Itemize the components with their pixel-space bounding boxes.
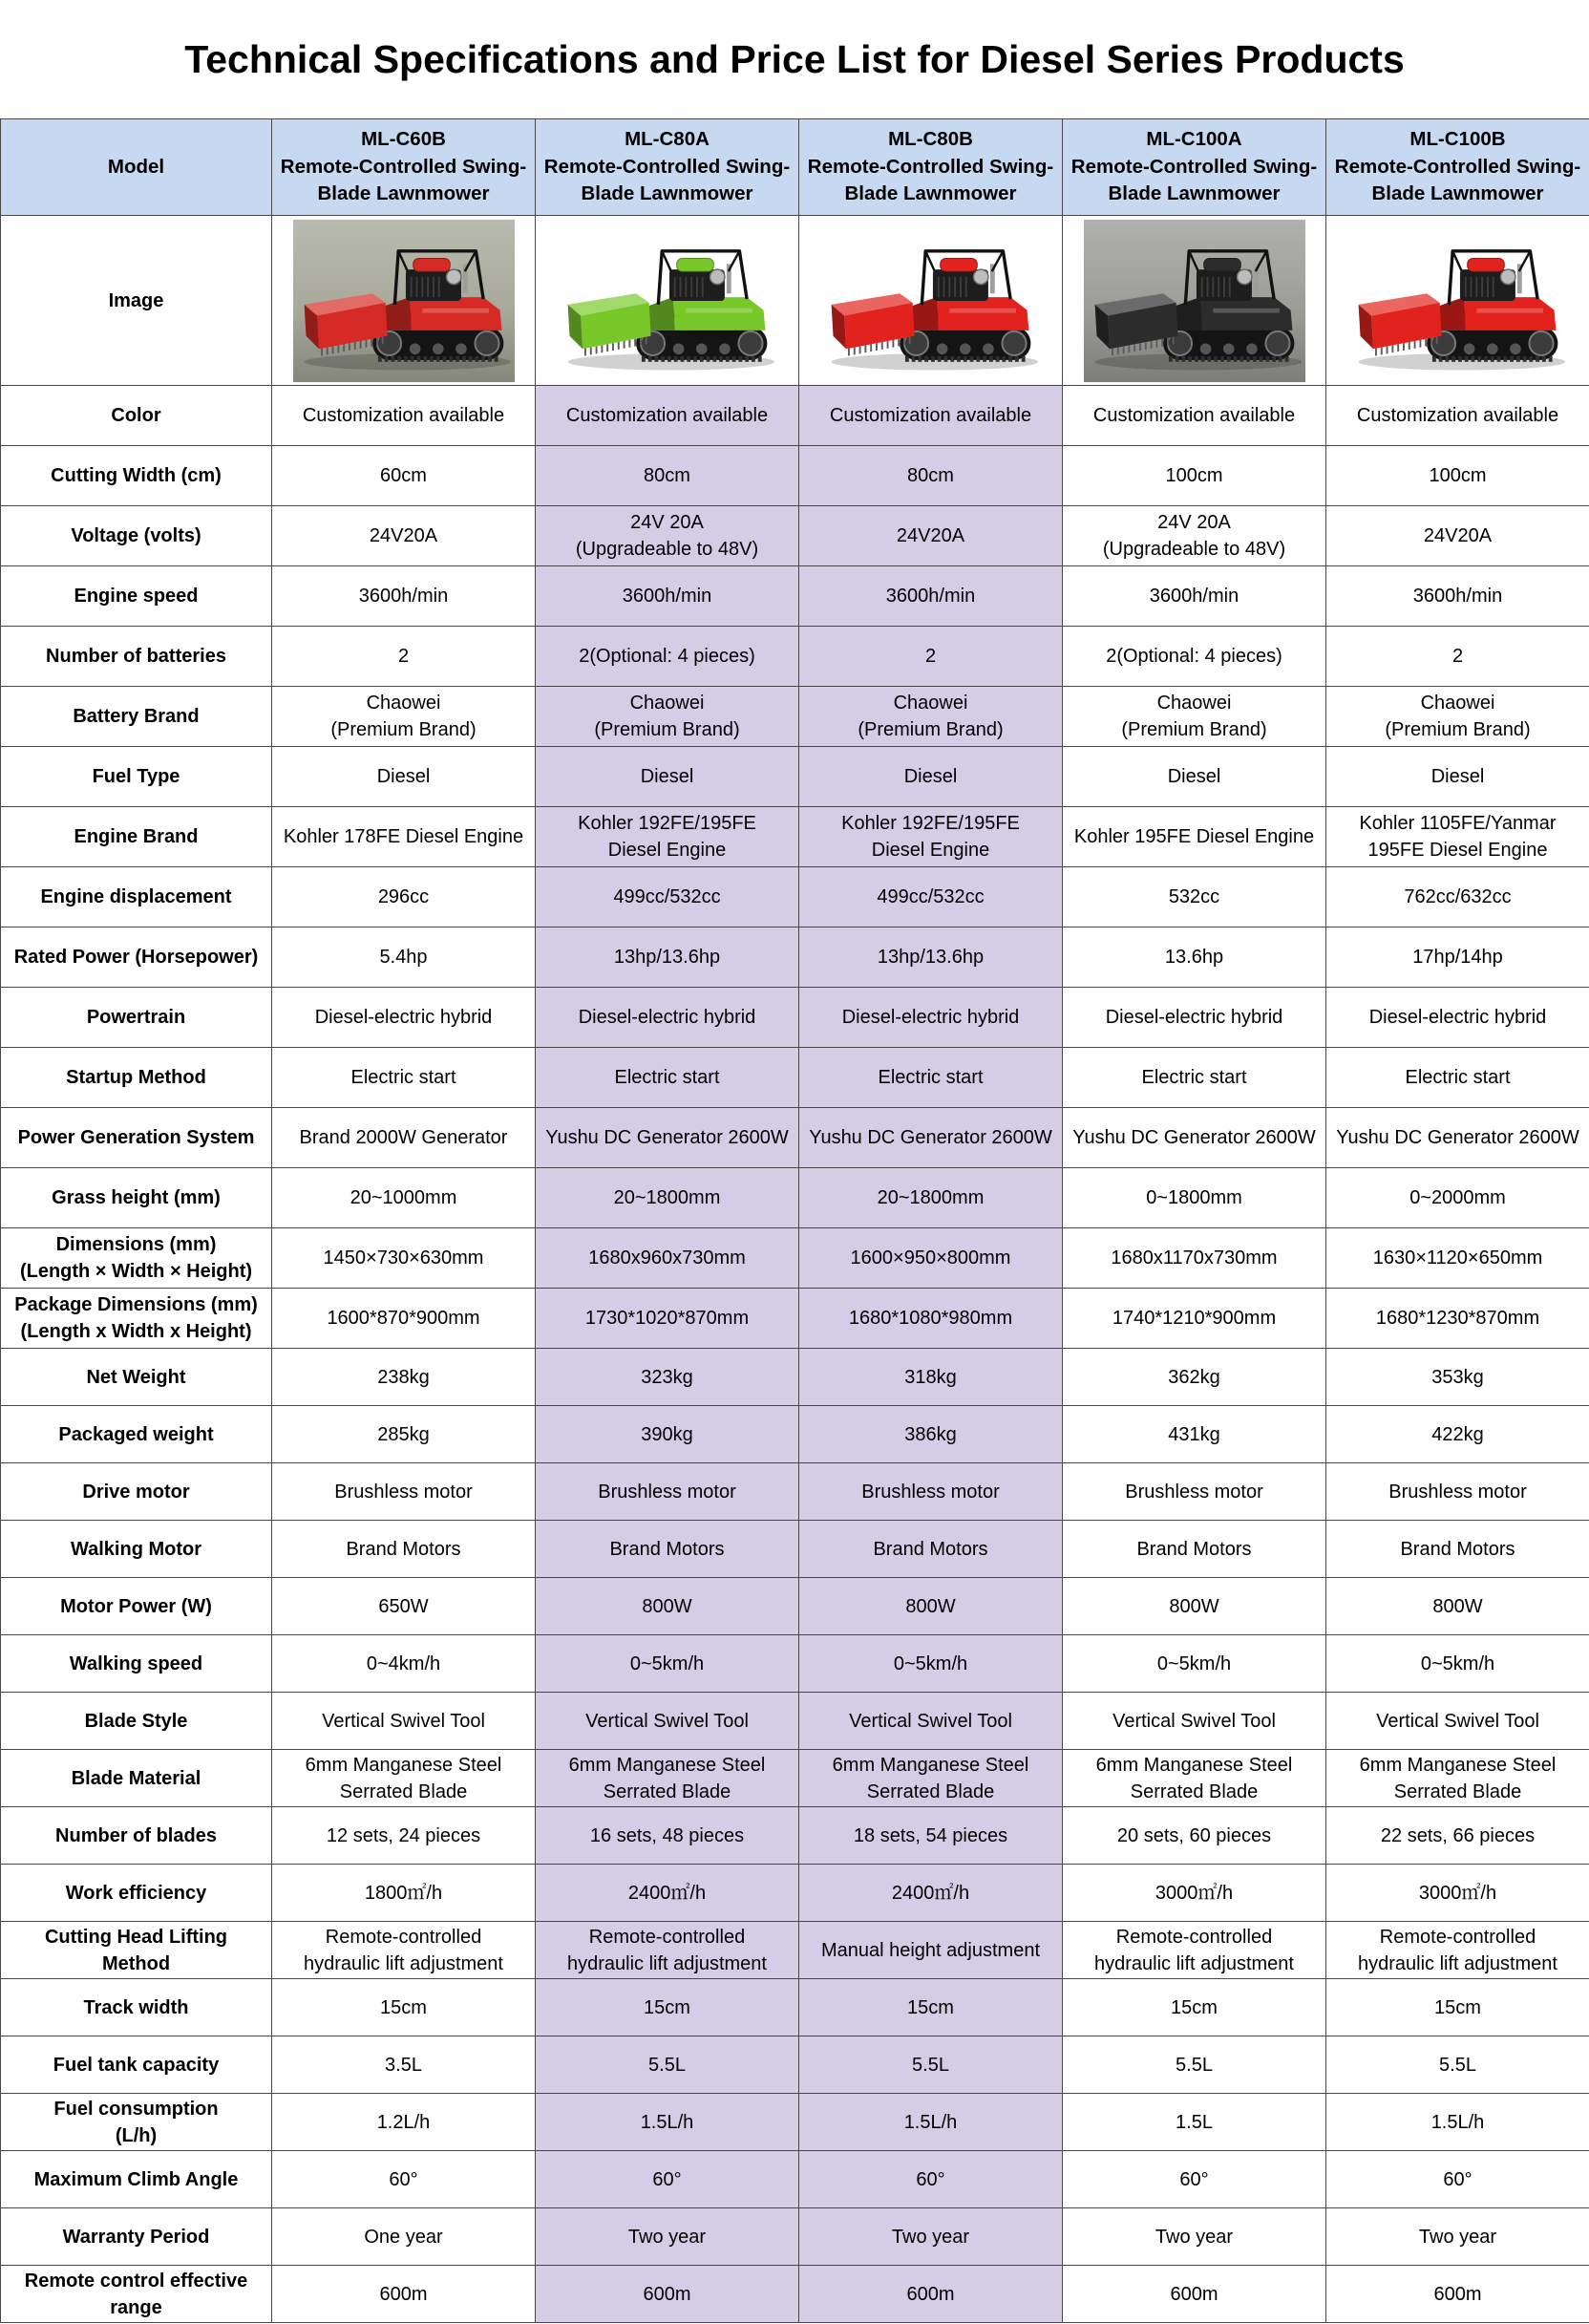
model-code: ML-C60B <box>361 128 446 151</box>
value-ml-c100b: Vertical Swivel Tool <box>1326 1693 1589 1750</box>
row-label: Engine speed <box>1 566 272 627</box>
row-label: Motor Power (W) <box>1 1578 272 1635</box>
row-label: Packaged weight <box>1 1406 272 1463</box>
value-ml-c80a: 1680x960x730mm <box>536 1228 799 1289</box>
table-body <box>1 216 1589 2323</box>
value-ml-c60b: Customization available <box>272 386 536 446</box>
value-ml-c100a: 0~1800mm <box>1063 1168 1326 1228</box>
value-ml-c100a: Brushless motor <box>1063 1463 1326 1521</box>
row-label: Number of batteries <box>1 627 272 687</box>
value-ml-c60b: Vertical Swivel Tool <box>272 1693 536 1750</box>
value-ml-c80b: 499cc/532cc <box>799 867 1063 927</box>
value-ml-c80a: 24V 20A (Upgradeable to 48V) <box>536 506 799 566</box>
value-ml-c100a: 1.5L <box>1063 2094 1326 2151</box>
value-ml-c100b: 800W <box>1326 1578 1589 1635</box>
value-ml-c80b: 2 <box>799 627 1063 687</box>
value-ml-c80a: 3600h/min <box>536 566 799 627</box>
value-ml-c80b: Brand Motors <box>799 1521 1063 1578</box>
row-label: Work efficiency <box>1 1865 272 1922</box>
value-ml-c60b: 600m <box>272 2266 536 2323</box>
value-ml-c80b: Manual height adjustment <box>799 1922 1063 1979</box>
value-ml-c100b: 0~5km/h <box>1326 1635 1589 1693</box>
value-ml-c100b: 1680*1230*870mm <box>1326 1289 1589 1349</box>
row-label: Startup Method <box>1 1048 272 1108</box>
value-ml-c60b: Brand 2000W Generator <box>272 1108 536 1168</box>
value-ml-c100b: Remote-controlled hydraulic lift adjustment <box>1326 1922 1589 1979</box>
value-ml-c100a: Vertical Swivel Tool <box>1063 1693 1326 1750</box>
value-ml-c60b: Diesel <box>272 747 536 807</box>
value-ml-c60b: 2 <box>272 627 536 687</box>
value-ml-c80b: 3600h/min <box>799 566 1063 627</box>
value-ml-c80b: 1680*1080*980mm <box>799 1289 1063 1349</box>
row-label: Track width <box>1 1979 272 2036</box>
value-ml-c100b: 353kg <box>1326 1349 1589 1406</box>
value-ml-c80b: 13hp/13.6hp <box>799 927 1063 988</box>
value-ml-c80b: Chaowei (Premium Brand) <box>799 687 1063 747</box>
row-label: Maximum Climb Angle <box>1 2151 272 2208</box>
model-name: Remote-Controlled Swing-Blade Lawnmower <box>543 155 791 205</box>
spec-row-net-weight <box>1 1349 1589 1406</box>
row-label: Color <box>1 386 272 446</box>
value-ml-c100b: 100cm <box>1326 446 1589 506</box>
row-label: Remote control effective range <box>1 2266 272 2323</box>
value-ml-c60b: Kohler 178FE Diesel Engine <box>272 807 536 867</box>
value-ml-c100a: 5.5L <box>1063 2036 1326 2094</box>
model-name: Remote-Controlled Swing-Blade Lawnmower <box>280 155 527 205</box>
row-label: Walking speed <box>1 1635 272 1693</box>
value-ml-c60b: 285kg <box>272 1406 536 1463</box>
spec-row-walking-motor <box>1 1521 1589 1578</box>
model-code: ML-C100B <box>1409 128 1506 151</box>
spec-row-dimensions-mm-length-width-height <box>1 1228 1589 1289</box>
value-ml-c80a: Yushu DC Generator 2600W <box>536 1108 799 1168</box>
value-ml-c100a: 532cc <box>1063 867 1326 927</box>
value-ml-c80b: Diesel <box>799 747 1063 807</box>
value-ml-c60b: 24V20A <box>272 506 536 566</box>
value-ml-c60b: 15cm <box>272 1979 536 2036</box>
row-label: Voltage (volts) <box>1 506 272 566</box>
spec-row-fuel-consumption-l-h <box>1 2094 1589 2151</box>
spec-row-maximum-climb-angle <box>1 2151 1589 2208</box>
value-ml-c80a: Customization available <box>536 386 799 446</box>
value-ml-c100b: 6mm Manganese Steel Serrated Blade <box>1326 1750 1589 1807</box>
value-ml-c80b: Brushless motor <box>799 1463 1063 1521</box>
image-row <box>1 216 1589 386</box>
value-ml-c100b: Kohler 1105FE/Yanmar 195FE Diesel Engine <box>1326 807 1589 867</box>
value-ml-c60b: 1600*870*900mm <box>272 1289 536 1349</box>
value-ml-c100b: Brand Motors <box>1326 1521 1589 1578</box>
value-ml-c80a: 15cm <box>536 1979 799 2036</box>
value-ml-c80b: 1600×950×800mm <box>799 1228 1063 1289</box>
model-name: Remote-Controlled Swing-Blade Lawnmower <box>807 155 1054 205</box>
spec-row-engine-speed <box>1 566 1589 627</box>
row-label: Blade Style <box>1 1693 272 1750</box>
product-image-ml-c100b <box>1326 216 1589 386</box>
value-ml-c80b: 5.5L <box>799 2036 1063 2094</box>
value-ml-c80b: 6mm Manganese Steel Serrated Blade <box>799 1750 1063 1807</box>
value-ml-c100a: 24V 20A (Upgradeable to 48V) <box>1063 506 1326 566</box>
spec-row-fuel-tank-capacity <box>1 2036 1589 2094</box>
value-ml-c100a: Yushu DC Generator 2600W <box>1063 1108 1326 1168</box>
product-image-ml-c100a <box>1063 216 1326 386</box>
value-ml-c100b: 24V20A <box>1326 506 1589 566</box>
value-ml-c60b: 1800㎡/h <box>272 1865 536 1922</box>
crawler-track <box>1163 327 1294 362</box>
value-ml-c80b: 18 sets, 54 pieces <box>799 1807 1063 1865</box>
row-label: Drive motor <box>1 1463 272 1521</box>
value-ml-c60b: 1450×730×630mm <box>272 1228 536 1289</box>
spec-row-power-generation-system <box>1 1108 1589 1168</box>
row-label: Engine Brand <box>1 807 272 867</box>
value-ml-c80b: Customization available <box>799 386 1063 446</box>
value-ml-c100b: 422kg <box>1326 1406 1589 1463</box>
header-ml-c80b <box>799 119 1063 216</box>
value-ml-c100a: 1740*1210*900mm <box>1063 1289 1326 1349</box>
value-ml-c80b: Diesel-electric hybrid <box>799 988 1063 1048</box>
value-ml-c60b: 12 sets, 24 pieces <box>272 1807 536 1865</box>
value-ml-c100a: 362kg <box>1063 1349 1326 1406</box>
value-ml-c60b: 6mm Manganese Steel Serrated Blade <box>272 1750 536 1807</box>
row-label: Battery Brand <box>1 687 272 747</box>
row-label: Engine displacement <box>1 867 272 927</box>
value-ml-c80a: 60° <box>536 2151 799 2208</box>
value-ml-c100a: 1680x1170x730mm <box>1063 1228 1326 1289</box>
spec-row-number-of-blades <box>1 1807 1589 1865</box>
crawler-track <box>900 327 1030 362</box>
value-ml-c80b: 1.5L/h <box>799 2094 1063 2151</box>
value-ml-c100a: Chaowei (Premium Brand) <box>1063 687 1326 747</box>
table-header <box>1 119 1589 216</box>
value-ml-c80b: 0~5km/h <box>799 1635 1063 1693</box>
value-ml-c100a: 600m <box>1063 2266 1326 2323</box>
value-ml-c60b: Brand Motors <box>272 1521 536 1578</box>
value-ml-c80a: 600m <box>536 2266 799 2323</box>
value-ml-c100a: 60° <box>1063 2151 1326 2208</box>
value-ml-c100a: 13.6hp <box>1063 927 1326 988</box>
value-ml-c100b: 17hp/14hp <box>1326 927 1589 988</box>
model-name: Remote-Controlled Swing-Blade Lawnmower <box>1070 155 1318 205</box>
product-image-ml-c60b <box>272 216 536 386</box>
value-ml-c80a: 1.5L/h <box>536 2094 799 2151</box>
value-ml-c100a: 3000㎡/h <box>1063 1865 1326 1922</box>
spec-row-work-efficiency <box>1 1865 1589 1922</box>
value-ml-c80b: 318kg <box>799 1349 1063 1406</box>
diesel-engine <box>1459 258 1521 300</box>
header-ml-c60b <box>272 119 536 216</box>
value-ml-c60b: 238kg <box>272 1349 536 1406</box>
spec-row-remote-control-effective-range <box>1 2266 1589 2323</box>
value-ml-c80b: 60° <box>799 2151 1063 2208</box>
value-ml-c80b: 600m <box>799 2266 1063 2323</box>
value-ml-c60b: Diesel-electric hybrid <box>272 988 536 1048</box>
value-ml-c100b: 762cc/632cc <box>1326 867 1589 927</box>
value-ml-c100b: Electric start <box>1326 1048 1589 1108</box>
spec-row-motor-power-w <box>1 1578 1589 1635</box>
spec-row-voltage-volts <box>1 506 1589 566</box>
value-ml-c80a: 390kg <box>536 1406 799 1463</box>
value-ml-c100b: 1.5L/h <box>1326 2094 1589 2151</box>
spec-row-engine-brand <box>1 807 1589 867</box>
spec-row-track-width <box>1 1979 1589 2036</box>
value-ml-c100b: Customization available <box>1326 386 1589 446</box>
value-ml-c80a: 80cm <box>536 446 799 506</box>
value-ml-c100b: Two year <box>1326 2208 1589 2266</box>
value-ml-c80a: 2(Optional: 4 pieces) <box>536 627 799 687</box>
value-ml-c80b: 24V20A <box>799 506 1063 566</box>
value-ml-c60b: 1.2L/h <box>272 2094 536 2151</box>
header-row <box>1 119 1589 216</box>
mower-photo <box>293 219 515 383</box>
value-ml-c80b: Two year <box>799 2208 1063 2266</box>
mower-photo <box>1347 219 1569 383</box>
value-ml-c100b: 5.5L <box>1326 2036 1589 2094</box>
value-ml-c100b: 600m <box>1326 2266 1589 2323</box>
mower-photo <box>557 219 778 383</box>
spec-row-cutting-width-cm <box>1 446 1589 506</box>
spec-row-powertrain <box>1 988 1589 1048</box>
value-ml-c80b: 15cm <box>799 1979 1063 2036</box>
spec-table <box>0 118 1589 2323</box>
value-ml-c60b: 3.5L <box>272 2036 536 2094</box>
crawler-track <box>1427 327 1557 362</box>
value-ml-c100a: 2(Optional: 4 pieces) <box>1063 627 1326 687</box>
spec-row-startup-method <box>1 1048 1589 1108</box>
diesel-engine <box>668 258 731 300</box>
value-ml-c60b: One year <box>272 2208 536 2266</box>
model-code: ML-C80B <box>888 128 973 151</box>
header-ml-c80a <box>536 119 799 216</box>
header-ml-c100a <box>1063 119 1326 216</box>
row-label: Power Generation System <box>1 1108 272 1168</box>
diesel-engine <box>932 258 994 300</box>
value-ml-c60b: 296cc <box>272 867 536 927</box>
value-ml-c80a: 16 sets, 48 pieces <box>536 1807 799 1865</box>
value-ml-c100a: Customization available <box>1063 386 1326 446</box>
value-ml-c80a: 13hp/13.6hp <box>536 927 799 988</box>
value-ml-c60b: 60cm <box>272 446 536 506</box>
value-ml-c100b: Brushless motor <box>1326 1463 1589 1521</box>
value-ml-c80a: 2400㎡/h <box>536 1865 799 1922</box>
value-ml-c100b: 22 sets, 66 pieces <box>1326 1807 1589 1865</box>
row-label: Warranty Period <box>1 2208 272 2266</box>
value-ml-c80b: Kohler 192FE/195FE Diesel Engine <box>799 807 1063 867</box>
value-ml-c60b: 5.4hp <box>272 927 536 988</box>
value-ml-c100a: Brand Motors <box>1063 1521 1326 1578</box>
value-ml-c80a: Chaowei (Premium Brand) <box>536 687 799 747</box>
value-ml-c100b: 2 <box>1326 627 1589 687</box>
spec-row-walking-speed <box>1 1635 1589 1693</box>
crawler-track <box>636 327 767 362</box>
value-ml-c60b: 0~4km/h <box>272 1635 536 1693</box>
spec-row-packaged-weight <box>1 1406 1589 1463</box>
value-ml-c60b: 650W <box>272 1578 536 1635</box>
value-ml-c100a: Diesel <box>1063 747 1326 807</box>
row-label: Package Dimensions (mm) (Length x Width x Height) <box>1 1289 272 1349</box>
value-ml-c100b: Yushu DC Generator 2600W <box>1326 1108 1589 1168</box>
row-label: Dimensions (mm) (Length × Width × Height) <box>1 1228 272 1289</box>
row-label: Number of blades <box>1 1807 272 1865</box>
value-ml-c100a: Two year <box>1063 2208 1326 2266</box>
value-ml-c80a: Electric start <box>536 1048 799 1108</box>
value-ml-c100a: Kohler 195FE Diesel Engine <box>1063 807 1326 867</box>
value-ml-c80b: 20~1800mm <box>799 1168 1063 1228</box>
value-ml-c60b: 3600h/min <box>272 566 536 627</box>
value-ml-c100a: Remote-controlled hydraulic lift adjustment <box>1063 1922 1326 1979</box>
value-ml-c80b: Yushu DC Generator 2600W <box>799 1108 1063 1168</box>
value-ml-c80a: 499cc/532cc <box>536 867 799 927</box>
value-ml-c100a: 800W <box>1063 1578 1326 1635</box>
value-ml-c60b: 60° <box>272 2151 536 2208</box>
row-label: Powertrain <box>1 988 272 1048</box>
product-image-ml-c80a <box>536 216 799 386</box>
spec-row-rated-power-horsepower <box>1 927 1589 988</box>
spec-row-warranty-period <box>1 2208 1589 2266</box>
value-ml-c100a: 15cm <box>1063 1979 1326 2036</box>
value-ml-c100b: 60° <box>1326 2151 1589 2208</box>
value-ml-c80b: Electric start <box>799 1048 1063 1108</box>
value-ml-c80a: 0~5km/h <box>536 1635 799 1693</box>
header-ml-c100b <box>1326 119 1589 216</box>
value-ml-c80a: Kohler 192FE/195FE Diesel Engine <box>536 807 799 867</box>
spec-row-engine-displacement <box>1 867 1589 927</box>
value-ml-c60b: Remote-controlled hydraulic lift adjustment <box>272 1922 536 1979</box>
value-ml-c80b: Vertical Swivel Tool <box>799 1693 1063 1750</box>
value-ml-c60b: Brushless motor <box>272 1463 536 1521</box>
value-ml-c100b: 3000㎡/h <box>1326 1865 1589 1922</box>
value-ml-c80a: 5.5L <box>536 2036 799 2094</box>
spec-row-drive-motor <box>1 1463 1589 1521</box>
spec-row-fuel-type <box>1 747 1589 807</box>
value-ml-c80a: 323kg <box>536 1349 799 1406</box>
spec-row-blade-style <box>1 1693 1589 1750</box>
model-code: ML-C100A <box>1146 128 1242 151</box>
row-label: Rated Power (Horsepower) <box>1 927 272 988</box>
value-ml-c100a: Electric start <box>1063 1048 1326 1108</box>
row-label-image: Image <box>1 216 272 386</box>
row-label: Grass height (mm) <box>1 1168 272 1228</box>
value-ml-c100a: 6mm Manganese Steel Serrated Blade <box>1063 1750 1326 1807</box>
value-ml-c100b: Diesel <box>1326 747 1589 807</box>
spec-row-package-dimensions-mm-length-x-width-x-height <box>1 1289 1589 1349</box>
value-ml-c80b: 800W <box>799 1578 1063 1635</box>
spec-row-blade-material <box>1 1750 1589 1807</box>
value-ml-c80a: 800W <box>536 1578 799 1635</box>
value-ml-c80b: 2400㎡/h <box>799 1865 1063 1922</box>
value-ml-c100a: 0~5km/h <box>1063 1635 1326 1693</box>
value-ml-c100a: Diesel-electric hybrid <box>1063 988 1326 1048</box>
value-ml-c80a: 20~1800mm <box>536 1168 799 1228</box>
page-title: Technical Specifications and Price List for Diesel Series Products <box>184 36 1405 81</box>
value-ml-c80a: Diesel-electric hybrid <box>536 988 799 1048</box>
header-label-model: Model <box>1 119 272 216</box>
value-ml-c80a: Remote-controlled hydraulic lift adjustment <box>536 1922 799 1979</box>
spec-row-cutting-head-lifting-method <box>1 1922 1589 1979</box>
value-ml-c80a: 1730*1020*870mm <box>536 1289 799 1349</box>
row-label: Fuel Type <box>1 747 272 807</box>
value-ml-c100b: 3600h/min <box>1326 566 1589 627</box>
value-ml-c80a: Two year <box>536 2208 799 2266</box>
value-ml-c80a: 6mm Manganese Steel Serrated Blade <box>536 1750 799 1807</box>
value-ml-c80a: Vertical Swivel Tool <box>536 1693 799 1750</box>
value-ml-c100b: Chaowei (Premium Brand) <box>1326 687 1589 747</box>
value-ml-c80a: Brand Motors <box>536 1521 799 1578</box>
spec-row-color <box>1 386 1589 446</box>
mower-photo <box>1084 219 1305 383</box>
row-label: Blade Material <box>1 1750 272 1807</box>
value-ml-c100a: 431kg <box>1063 1406 1326 1463</box>
value-ml-c100b: 0~2000mm <box>1326 1168 1589 1228</box>
value-ml-c80b: 386kg <box>799 1406 1063 1463</box>
row-label: Fuel tank capacity <box>1 2036 272 2094</box>
value-ml-c100a: 100cm <box>1063 446 1326 506</box>
value-ml-c80a: Diesel <box>536 747 799 807</box>
model-name: Remote-Controlled Swing-Blade Lawnmower <box>1334 155 1581 205</box>
spec-row-number-of-batteries <box>1 627 1589 687</box>
value-ml-c100b: 1630×1120×650mm <box>1326 1228 1589 1289</box>
value-ml-c80a: Brushless motor <box>536 1463 799 1521</box>
row-label: Cutting Width (cm) <box>1 446 272 506</box>
spec-row-battery-brand <box>1 687 1589 747</box>
value-ml-c60b: Electric start <box>272 1048 536 1108</box>
value-ml-c100b: 15cm <box>1326 1979 1589 2036</box>
value-ml-c100b: Diesel-electric hybrid <box>1326 988 1589 1048</box>
value-ml-c60b: 20~1000mm <box>272 1168 536 1228</box>
spec-row-grass-height-mm <box>1 1168 1589 1228</box>
value-ml-c100a: 3600h/min <box>1063 566 1326 627</box>
row-label: Walking Motor <box>1 1521 272 1578</box>
value-ml-c80b: 80cm <box>799 446 1063 506</box>
model-code: ML-C80A <box>625 128 710 151</box>
value-ml-c60b: Chaowei (Premium Brand) <box>272 687 536 747</box>
row-label: Fuel consumption (L/h) <box>1 2094 272 2151</box>
value-ml-c100a: 20 sets, 60 pieces <box>1063 1807 1326 1865</box>
product-image-ml-c80b <box>799 216 1063 386</box>
crawler-track <box>372 327 503 362</box>
row-label: Cutting Head Lifting Method <box>1 1922 272 1979</box>
row-label: Net Weight <box>1 1349 272 1406</box>
mower-photo <box>820 219 1042 383</box>
